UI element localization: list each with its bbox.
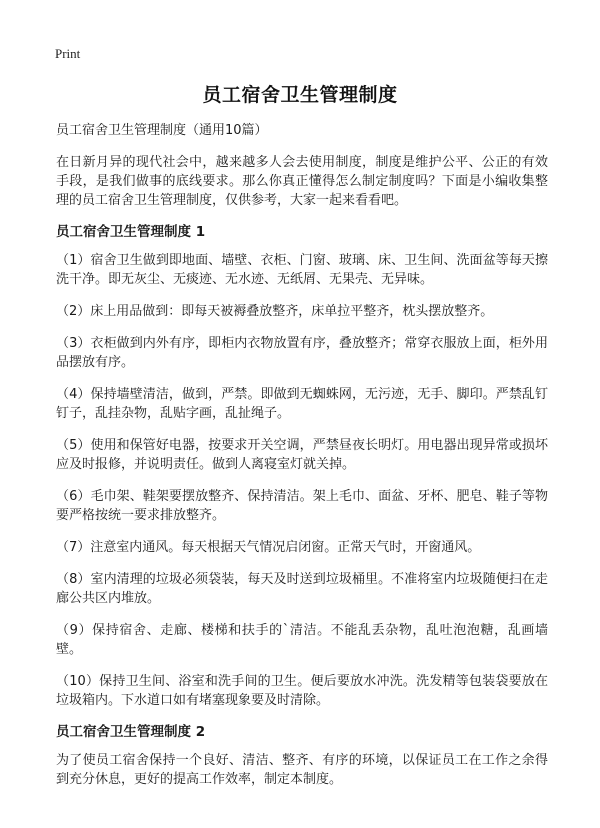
- list-item: （9）保持宿舍、走廊、楼梯和扶手的`清洁。不能乱丢杂物，乱吐泡泡糖，乱画墙壁。: [56, 623, 548, 657]
- list-item: （4）保持墙壁清洁，做到，严禁。即做到无蜘蛛网，无污迹，无手、脚印。严禁乱钉钉子，乱挂杂物，乱贴字画，乱扯绳子。: [56, 387, 548, 421]
- page-title: 员工宿舍卫生管理制度: [202, 84, 398, 106]
- list-item: （3）衣柜做到内外有序，即柜内衣物放置有序，叠放整齐；常穿衣服放上面，柜外用品摆放有序。: [56, 336, 548, 370]
- intro-paragraph: 在日新月异的现代社会中，越来越多人会去使用制度，制度是维护公平、公正的有效手段，是我们做事的底线要求。那么你真正懂得怎么制定制度吗？下面是小编收集整理的员工宿舍卫生管理制度，仅供参考，大家一起来看看吧。: [56, 155, 548, 208]
- list-item: （2）床上用品做到：即每天被褥叠放整齐，床单拉平整齐，枕头摆放整齐。: [56, 304, 494, 319]
- list-item: （6）毛巾架、鞋架要摆放整齐、保持清洁。架上毛巾、面盆、牙杯、肥皂、鞋子等物要严格按统一要求排放整齐。: [56, 489, 548, 523]
- document-body: [56, 121, 548, 802]
- section-heading-2: 员工宿舍卫生管理制度 2: [56, 724, 206, 740]
- list-item: （10）保持卫生间、浴室和洗手间的卫生。便后要放水冲洗。洗发精等包装袋要放在垃圾箱内。下水道口如有堵塞现象要及时清除。: [56, 674, 548, 708]
- list-item: （5）使用和保管好电器，按要求开关空调，严禁昼夜长明灯。用电器出现异常或损坏应及时报修，并说明责任。做到人离寝室灯就关掉。: [56, 438, 548, 472]
- section-heading-1: 员工宿舍卫生管理制度 1: [56, 224, 206, 240]
- document-subtitle: 员工宿舍卫生管理制度（通用10篇）: [56, 123, 268, 138]
- list-item: （1）宿舍卫生做到即地面、墙壁、衣柜、门窗、玻璃、床、卫生间、洗面盆等每天擦洗干净。即无灰尘、无痰迹、无水迹、无纸屑、无果壳、无异味。: [56, 253, 548, 287]
- list-item: （7）注意室内通风。每天根据天气情况启闭窗。正常天气时，开窗通风。: [56, 540, 481, 555]
- print-link[interactable]: Print: [55, 46, 81, 61]
- list-item: （8）室内清理的垃圾必须袋装，每天及时送到垃圾桶里。不准将室内垃圾随便扫在走廊公共区内堆放。: [56, 572, 548, 606]
- section-2-paragraph: 为了使员工宿舍保持一个良好、清洁、整齐、有序的环境，以保证员工在工作之余得到充分休息，更好的提高工作效率，制定本制度。: [56, 753, 548, 787]
